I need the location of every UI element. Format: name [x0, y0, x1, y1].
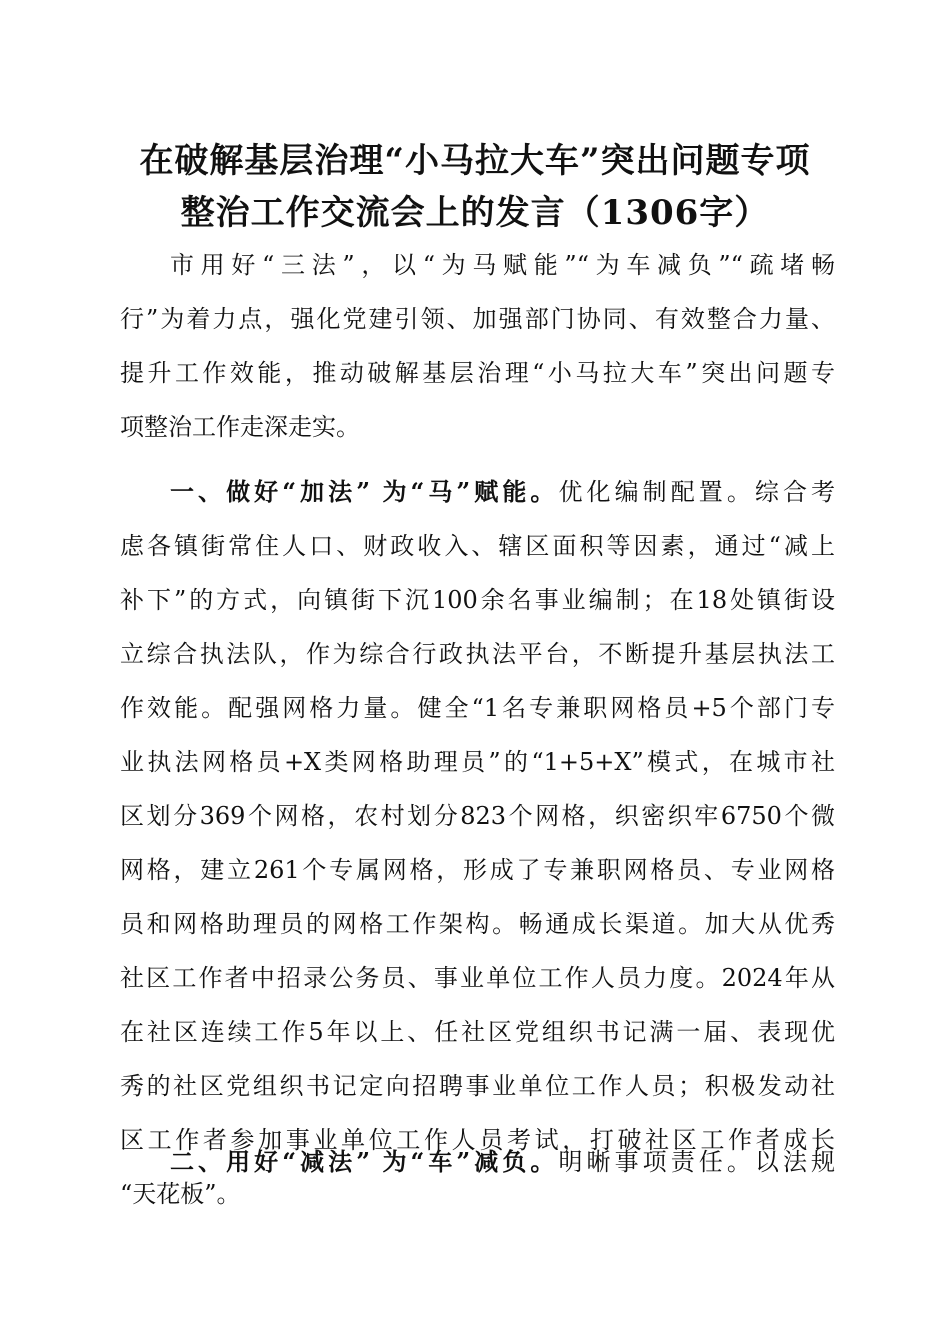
section-2-heading: 二、用好“减法” 为“车”减负。 — [170, 1147, 559, 1176]
section-1-paragraph — [120, 465, 835, 1221]
text-line: 立综合执法队，作为综合行政执法平台，不断提升基层执法工 — [120, 640, 835, 668]
intro-paragraph — [120, 238, 835, 454]
document-title-line-1: 在破解基层治理“小马拉大车”突出问题专项 — [139, 141, 811, 181]
text-line: 区划分369个网格，农村划分823个网格，织密织牢6750个微 — [120, 802, 835, 830]
document-title-line-2: 整治工作交流会上的发言（1306字） — [180, 193, 770, 233]
text-line: 业执法网格员+X类网格助理员”的“1+5+X”模式，在城市社 — [120, 748, 835, 776]
text-line: 项整治工作走深走实。 — [120, 413, 360, 441]
text-line: 网格，建立261个专属网格，形成了专兼职网格员、专业网格 — [120, 856, 835, 884]
text-line: 员和网格助理员的网格工作架构。畅通成长渠道。加大从优秀 — [120, 910, 835, 938]
text-line: 市用好“三法”，以“为马赋能”“为车减负”“疏堵畅 — [170, 251, 835, 279]
text-line: “天花板”。 — [120, 1180, 241, 1208]
text-line: 社区工作者中招录公务员、事业单位工作人员力度。2024年从 — [120, 964, 835, 992]
section-1-first-line — [120, 465, 835, 519]
text-line: 行”为着力点，强化党建引领、加强部门协同、有效整合力量、 — [120, 305, 835, 333]
text-line: 作效能。配强网格力量。健全“1名专兼职网格员+5个部门专 — [120, 694, 835, 722]
text-line: 虑各镇街常住人口、财政收入、辖区面积等因素，通过“减上 — [120, 532, 835, 560]
text-line: 提升工作效能，推动破解基层治理“小马拉大车”突出问题专 — [120, 359, 835, 387]
text-line: 在社区连续工作5年以上、任社区党组织书记满一届、表现优 — [120, 1018, 835, 1046]
text-line: 秀的社区党组织书记定向招聘事业单位工作人员；积极发动社 — [120, 1072, 835, 1100]
section-2-first-line — [120, 1135, 835, 1189]
section-2-paragraph — [120, 1135, 835, 1189]
text-line: 补下”的方式，向镇街下沉100余名事业编制；在18处镇街设 — [120, 586, 835, 614]
section-1-heading: 一、做好“加法” 为“马”赋能。 — [170, 477, 559, 506]
section-1-first-rest: 优化编制配置。综合考 — [558, 478, 836, 506]
section-2-first-rest: 明晰事项责任。以法规 — [558, 1148, 836, 1176]
text-line: 区工作者参加事业单位工作人员考试，打破社区工作者成长 — [120, 1126, 835, 1154]
